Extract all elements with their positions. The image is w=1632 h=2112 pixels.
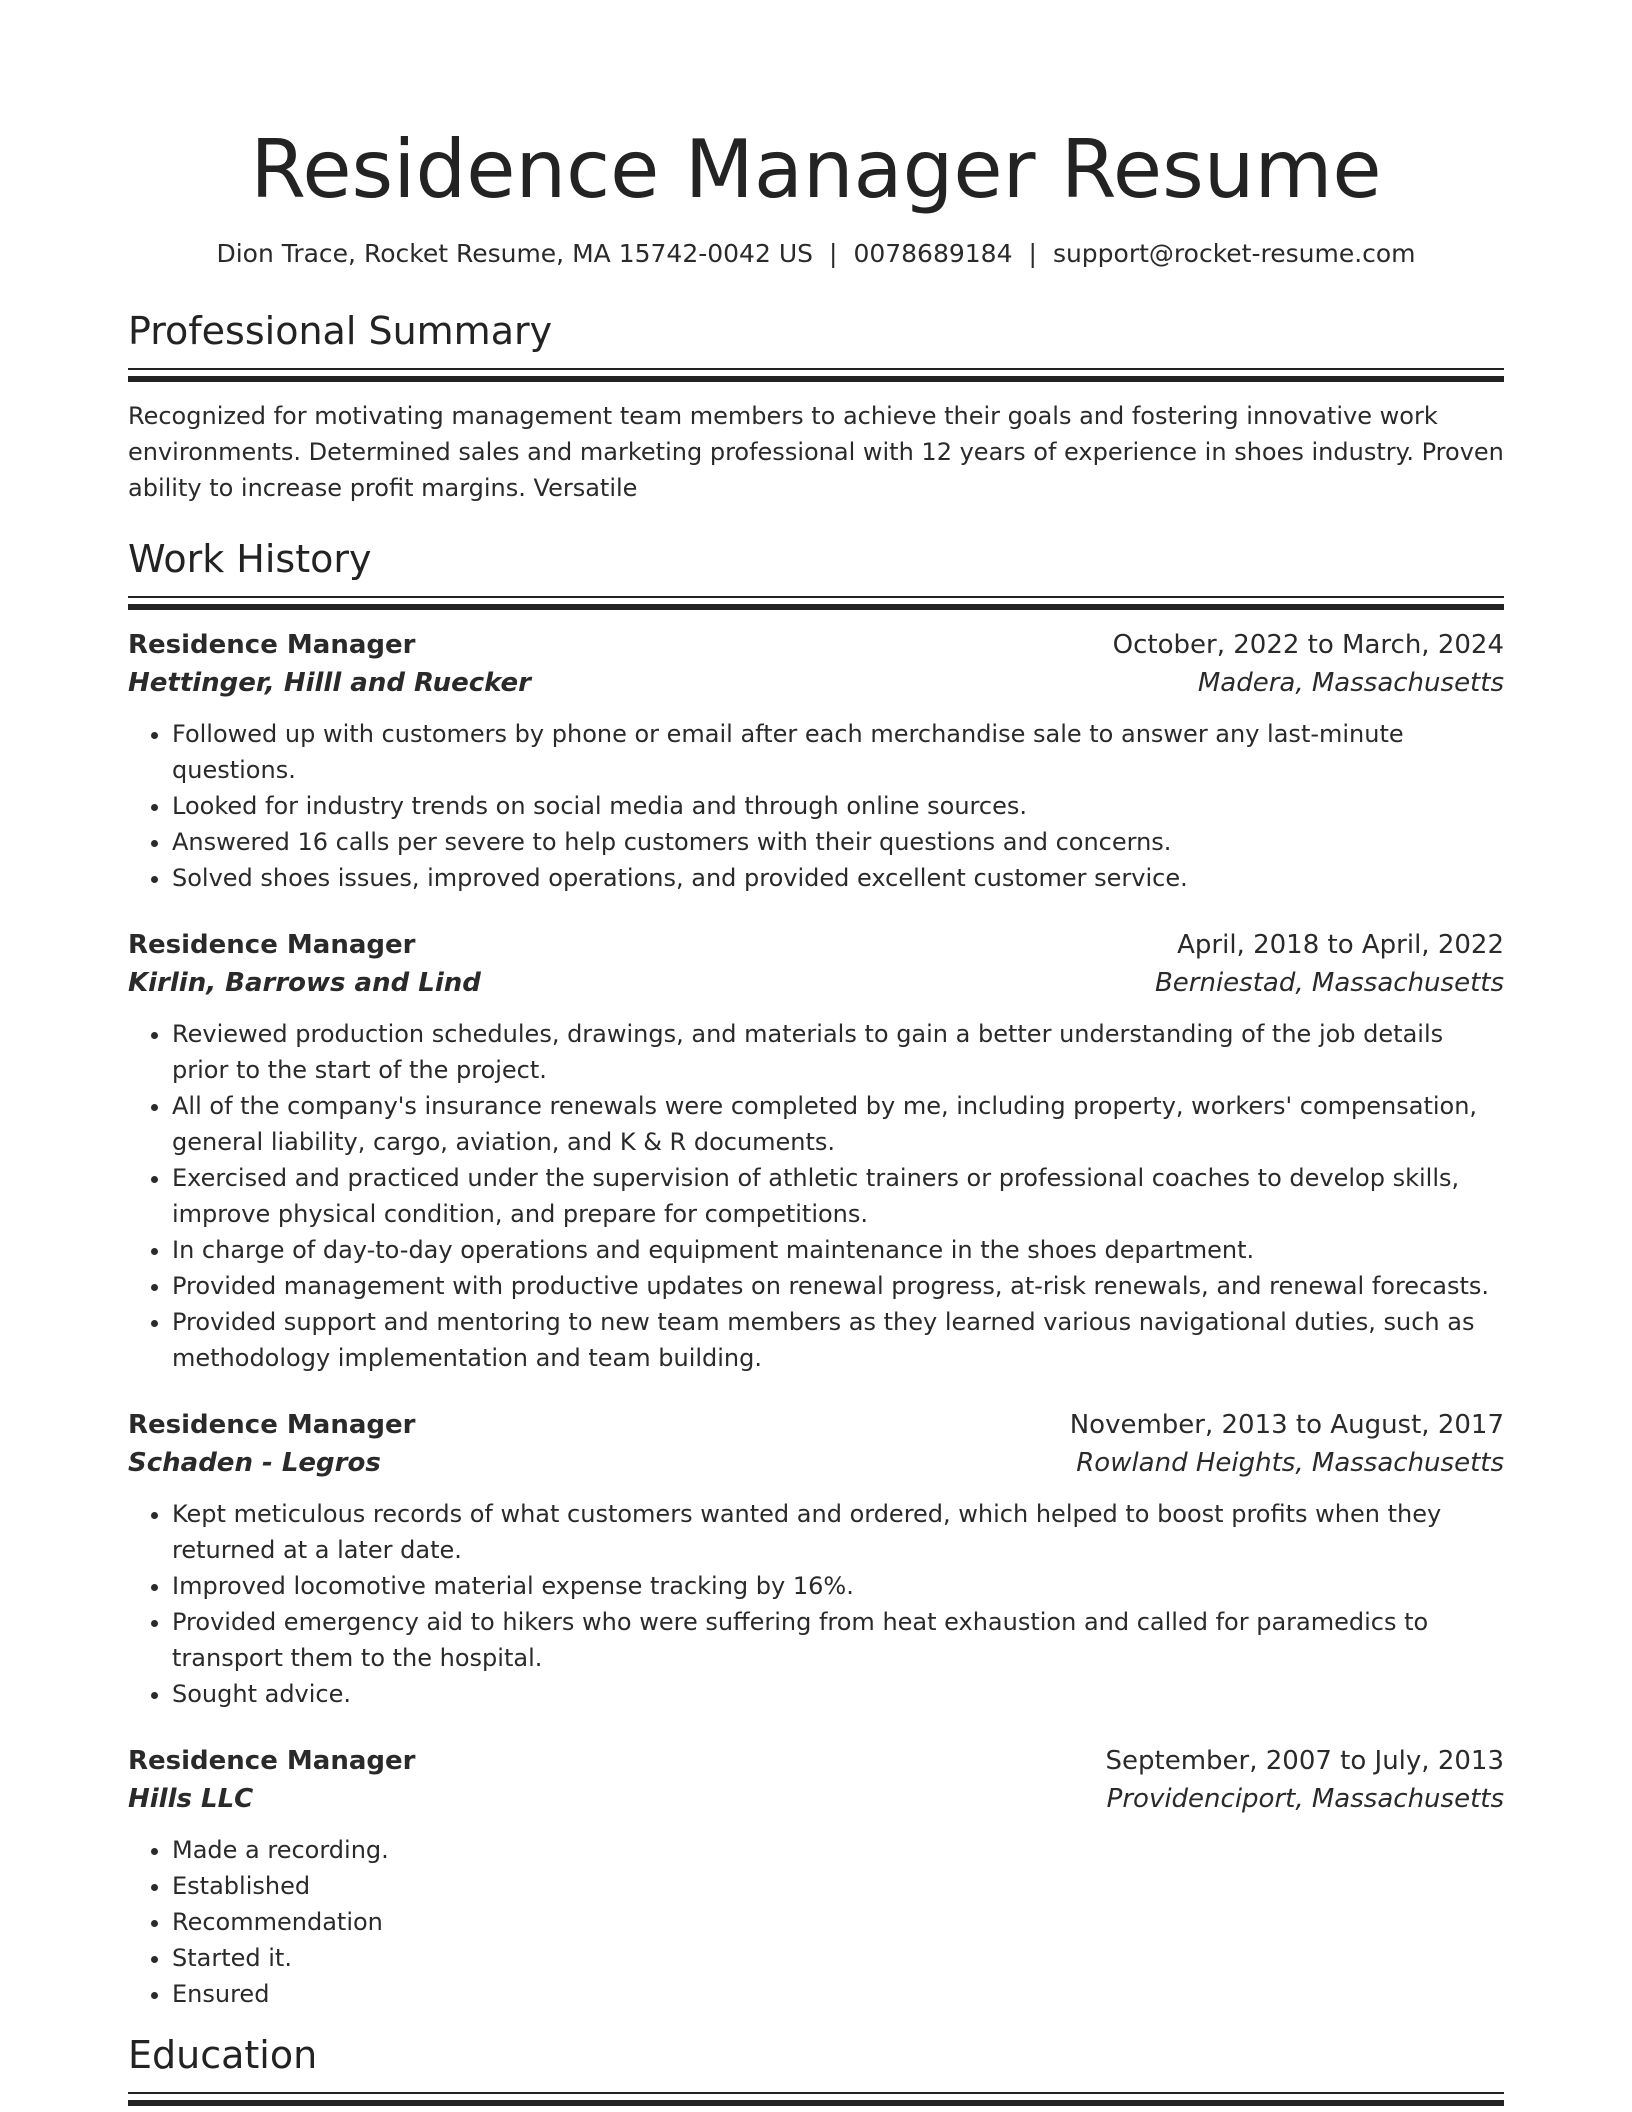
job-location: Rowland Heights, Massachusetts	[1076, 1448, 1504, 1478]
section-heading-summary: Professional Summary	[128, 309, 553, 353]
job-bullet: • Ensured	[172, 1976, 1504, 2012]
job-dates: September, 2007 to July, 2013	[1105, 1746, 1504, 1776]
job-title: Residence Manager	[128, 630, 416, 660]
job-bullet-list	[128, 716, 1504, 896]
job-header-row	[128, 1742, 1504, 1780]
section-divider	[128, 368, 1504, 370]
job-company-row	[128, 964, 1504, 1002]
job-entry	[128, 1406, 1504, 1712]
job-location: Berniestad, Massachusetts	[1154, 968, 1504, 998]
job-header-row	[128, 1406, 1504, 1444]
section-divider	[128, 604, 1504, 610]
job-entry	[128, 1742, 1504, 2012]
contact-address: Dion Trace, Rocket Resume, MA 15742-0042 US	[216, 239, 813, 268]
job-title: Residence Manager	[128, 1410, 416, 1440]
job-company: Hills LLC	[128, 1784, 254, 1814]
job-bullet: • Provided emergency aid to hikers who were suffering from heat exhaustion and called for paramedics to transport them to the hospital.	[172, 1604, 1504, 1676]
job-company: Schaden - Legros	[128, 1448, 381, 1478]
job-title: Residence Manager	[128, 930, 416, 960]
job-company-row	[128, 664, 1504, 702]
job-entry	[128, 926, 1504, 1376]
job-company: Kirlin, Barrows and Lind	[128, 968, 481, 998]
page-title: Residence Manager Resume	[250, 123, 1382, 216]
section-divider	[128, 376, 1504, 382]
contact-email: support@rocket-resume.com	[1052, 239, 1416, 268]
job-location: Providenciport, Massachusetts	[1106, 1784, 1504, 1814]
job-bullet: • All of the company's insurance renewals were completed by me, including property, workers' compensation, general liability, cargo, aviation, and K & R documents.	[172, 1088, 1504, 1160]
job-bullet: • Exercised and practiced under the supervision of athletic trainers or professional coaches to develop skills, improve physical condition, and prepare for competitions.	[172, 1160, 1504, 1232]
education-section	[128, 2032, 1504, 2106]
job-company-row	[128, 1444, 1504, 1482]
job-dates: November, 2013 to August, 2017	[1069, 1410, 1504, 1440]
contact-phone: 0078689184	[853, 239, 1013, 268]
resume-page	[128, 0, 1504, 2106]
job-bullet: • Provided management with productive updates on renewal progress, at-risk renewals, and renewal forecasts.	[172, 1268, 1504, 1304]
section-divider	[128, 2092, 1504, 2094]
job-bullet: • Answered 16 calls per severe to help customers with their questions and concerns.	[172, 824, 1504, 860]
job-bullet-list	[128, 1832, 1504, 2012]
section-divider	[128, 596, 1504, 598]
contact-separator: |	[829, 239, 838, 268]
job-title: Residence Manager	[128, 1746, 416, 1776]
section-divider	[128, 2100, 1504, 2106]
contact-line	[128, 238, 1504, 270]
job-header-row	[128, 626, 1504, 664]
contact-separator: |	[1028, 239, 1037, 268]
job-company-row	[128, 1780, 1504, 1818]
summary-text: Recognized for motivating management team members to achieve their goals and fostering innovative work environments. Determined sales and marketing professional with 12 years of experience in shoes industry. Proven ability to increase profit margins. Versatile	[128, 402, 1504, 502]
job-bullet: • Provided support and mentoring to new team members as they learned various navigational duties, such as methodology implementation and team building.	[172, 1304, 1504, 1376]
job-entry	[128, 626, 1504, 896]
summary-section	[128, 308, 1504, 506]
job-bullet: • Established	[172, 1868, 1504, 1904]
job-bullet-list	[128, 1496, 1504, 1712]
work-history-section	[128, 536, 1504, 2012]
job-bullet: • Followed up with customers by phone or email after each merchandise sale to answer any last-minute questions.	[172, 716, 1504, 788]
job-bullet: • Started it.	[172, 1940, 1504, 1976]
job-bullet: • In charge of day-to-day operations and equipment maintenance in the shoes department.	[172, 1232, 1504, 1268]
job-header-row	[128, 926, 1504, 964]
job-bullet: • Improved locomotive material expense tracking by 16%.	[172, 1568, 1504, 1604]
job-dates: April, 2018 to April, 2022	[1177, 930, 1504, 960]
job-bullet: • Reviewed production schedules, drawings, and materials to gain a better understanding of the job details prior to the start of the project.	[172, 1016, 1504, 1088]
job-bullet-list	[128, 1016, 1504, 1376]
job-bullet: • Sought advice.	[172, 1676, 1504, 1712]
section-heading-education: Education	[128, 2033, 318, 2077]
job-bullet: • Made a recording.	[172, 1832, 1504, 1868]
job-location: Madera, Massachusetts	[1197, 668, 1504, 698]
job-bullet: • Recommendation	[172, 1904, 1504, 1940]
job-bullet: • Looked for industry trends on social media and through online sources.	[172, 788, 1504, 824]
job-bullet: • Solved shoes issues, improved operations, and provided excellent customer service.	[172, 860, 1504, 896]
job-dates: October, 2022 to March, 2024	[1112, 630, 1504, 660]
job-bullet: • Kept meticulous records of what customers wanted and ordered, which helped to boost profits when they returned at a later date.	[172, 1496, 1504, 1568]
section-heading-work: Work History	[128, 537, 372, 581]
job-company: Hettinger, Hilll and Ruecker	[128, 668, 531, 698]
